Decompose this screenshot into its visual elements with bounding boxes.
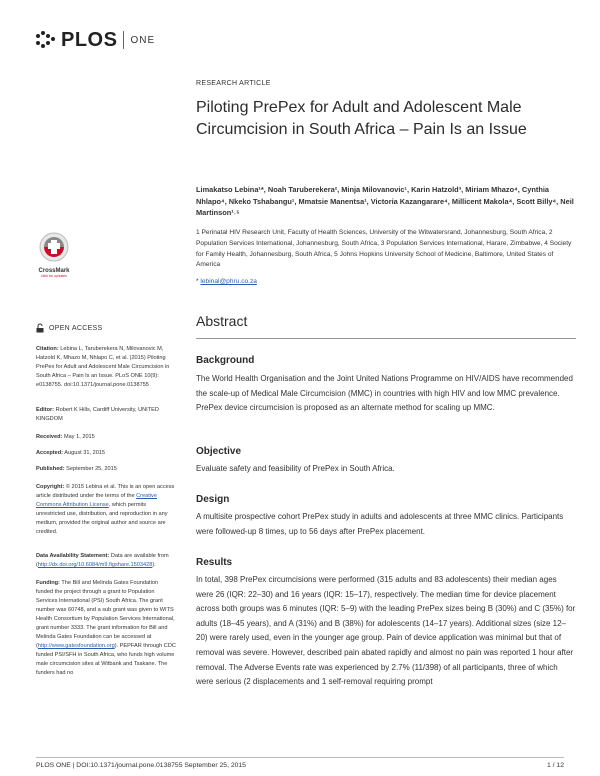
author-list: Limakatso Lebina¹*, Noah Taruberekera², Minja Milovanovic¹, Karin Hatzold³, Miriam Mhazo⁴, Cynthia Nhlapo⁴, Nkeko Tshabangu¹, Mmatsie Manentsa¹, Victoria Kazangarare⁴, Millicent Makola⁴, Scott Billy⁴, Neil Martinson¹˒⁵	[196, 185, 574, 217]
license-link[interactable]: Creative Commons Attribution License	[36, 493, 157, 508]
abstract-divider	[196, 338, 576, 339]
funding: Funding: The Bill and Melinda Gates Foundation funded the project through a grant to Population Services International (PSI) South Africa. The grant number was 60748, and a sub grant was given to WITS Health Consortium by Population Services International, grant number 3333. The grant information for Bill and Melinda Gates Foundation can be accessed at (http://www.gatesfoundation.org). PEPFAR through CDC funded PSI/SFH in South Africa, who funds high volume male circumcision sites at Witbank and Tsakane. The funders had no	[36, 580, 176, 676]
crossmark-label: CrossMark	[38, 268, 70, 274]
copyright: Copyright: © 2015 Lebina et al. This is an open access article distributed under the terms of the Creative Commons Attribution License, which permits unrestricted use, distribution, and reproduction in any medium, provided the original author and source are credited.	[36, 484, 175, 535]
published-date: Published: September 25, 2015	[36, 466, 117, 472]
background-heading: Background	[196, 355, 255, 366]
plos-one-logo[interactable]	[36, 28, 155, 52]
plos-dots-icon	[36, 31, 58, 49]
affiliations: 1 Perinatal HIV Research Unit, Faculty of Health Sciences, University of the Witwatersrand, Johannesburg, South Africa, 2 Population Services International, Johannesburg, South Africa, 3 Population Services International, Harare, Zimbabwe, 4 Society for Family Health, Johannesburg, South Africa, 5 Johns Hopkins University School of Medicine, Baltimore, United States of America	[196, 229, 572, 269]
open-lock-icon	[36, 323, 44, 333]
article-title: Piloting PrePex for Adult and Adolescent Male Circumcision in South Africa – Pain Is an Issue	[196, 99, 527, 138]
funding-link[interactable]: http://www.gatesfoundation.org	[37, 643, 115, 649]
open-access-label: OPEN ACCESS	[49, 324, 103, 332]
logo-text: PLOS	[61, 28, 118, 51]
crossmark-badge[interactable]	[36, 232, 72, 278]
crossmark-icon	[39, 232, 69, 262]
design-text: A multisite prospective cohort PrePex study in adults and adolescents at three MMC clinics. Participants were followed-up 8 times, up to 56 days after PrePex placement.	[196, 512, 564, 536]
page-number: 1 / 12	[546, 762, 564, 769]
footer-citation: PLOS ONE | DOI:10.1371/journal.pone.0138755 September 25, 2015	[36, 762, 246, 769]
received-date: Received: May 1, 2015	[36, 434, 95, 440]
background-text: The World Health Organisation and the Joint United Nations Programme on HIV/AIDS have recommended the scale-up of Medical Male Circumcision (MMC) in countries with high HIV and low MMC prevalence. PrePex device circumcision is proposed as an alternate method for scaling up MMC.	[196, 374, 573, 413]
objective-text: Evaluate safety and feasibility of PrePex in South Africa.	[196, 464, 395, 473]
editor: Editor: Robert K Hills, Cardiff University, UNITED KINGDOM	[36, 407, 159, 422]
citation: Citation: Lebina L, Taruberekera N, Milovanovic M, Hatzold K, Mhazo M, Nhlapo C, et al. (2015) Piloting PrePex for Adult and Adolescent Male Circumcision in South Africa – Pain Is an Issue. PLoS ONE 10(9): e0138755. doi:10.1371/journal.pone.0138755	[36, 346, 170, 388]
accepted-date: Accepted: August 31, 2015	[36, 450, 106, 456]
design-heading: Design	[196, 494, 230, 505]
objective-heading: Objective	[196, 446, 242, 457]
email-prefix: *	[196, 278, 201, 285]
corresponding-email	[196, 278, 257, 285]
data-availability: Data Availability Statement: Data are available from (http://dx.doi.org/10.6084/m9.figshare.1503428).	[36, 553, 169, 568]
footer-divider	[36, 757, 564, 758]
email-link[interactable]: lebinal@phru.co.za	[200, 278, 257, 285]
abstract-heading: Abstract	[196, 313, 248, 329]
results-text: In total, 398 PrePex circumcisions were performed (315 adults and 83 adolescents) their median ages were 26 (IQR: 22–30) and 16 years (IQR: 15–17), respectively. The median time for device placement across both groups was 6 minutes (IQR: 5–9) with the leading PrePex sizes being B (30%) and C (35%) for adults (18–45 years), and A (31%) and B (38%) for adolescents (14–17 years). Additional sizes (size 12–20) were rarely used, even in the younger age group. Pain of device application was minimal but that of removal was severe. However, described pain abated rapidly and almost no pain was reported 1 hour after removal. The Adverse Events rate was experienced by 2.7% (11/398) of all participants, three of which were serious (2 displacements and 1 self-removal requiring prompt	[196, 575, 576, 687]
data-link[interactable]: http://dx.doi.org/10.6084/m9.figshare.1503428	[37, 562, 153, 568]
article-type: RESEARCH ARTICLE	[196, 80, 271, 87]
open-access-badge	[36, 323, 102, 333]
crossmark-sub: click for updates	[41, 274, 67, 278]
results-heading: Results	[196, 557, 233, 568]
logo-separator	[123, 31, 124, 49]
logo-sub: ONE	[130, 34, 156, 46]
